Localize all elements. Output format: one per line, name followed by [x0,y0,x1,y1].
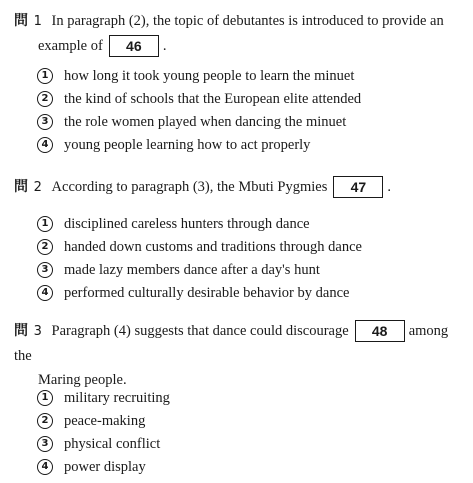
option-text: military recruiting [64,390,170,406]
circled-number-icon: 4 [37,137,53,153]
circled-number-icon: 2 [37,413,53,429]
answer-blank-box: 47 [333,176,383,198]
question-stem-continued [14,34,463,58]
circled-number-icon: 2 [37,239,53,255]
question-label: 問 [14,323,28,339]
question-3 [14,319,463,392]
option-item[interactable] [37,259,463,282]
circled-number-icon: 1 [37,68,53,84]
answer-blank-box: 48 [355,320,405,342]
circled-number-icon: 4 [37,459,53,475]
question-1 [14,9,463,58]
circled-number-icon: 1 [37,390,53,406]
option-text: disciplined careless hunters through dance [64,216,310,232]
circled-number-icon: 2 [37,91,53,107]
option-text: power display [64,459,146,475]
circled-number-icon: 1 [37,216,53,232]
option-item[interactable] [37,213,463,236]
option-text: handed down customs and traditions through dance [64,239,362,255]
question-stem-end: . [162,38,167,54]
circled-number-icon: 3 [37,114,53,130]
question-stem-end: . [387,179,391,195]
option-item[interactable] [37,456,463,479]
question-stem-end: among the [14,323,449,364]
question-2 [14,175,463,200]
answer-blank-box: 46 [109,35,159,57]
option-item[interactable] [37,387,463,410]
option-text: young people learning how to act properly [64,137,311,153]
option-item[interactable] [37,433,463,456]
option-item[interactable] [37,65,463,88]
circled-number-icon: 3 [37,262,53,278]
option-text: the role women played when dancing the minuet [64,114,347,130]
question-number: 3 [33,324,42,339]
option-item[interactable] [37,88,463,111]
question-number: 2 [33,180,42,195]
question-label: 問 [14,13,28,29]
option-item[interactable] [37,282,463,305]
options-list-1 [37,65,463,157]
option-text: how long it took young people to learn the minuet [64,68,355,84]
question-stem: Paragraph (4) suggests that dance could discourage [51,323,349,339]
circled-number-icon: 3 [37,436,53,452]
option-text: performed culturally desirable behavior by dance [64,285,350,301]
options-list-2 [37,213,463,305]
question-number: 1 [33,14,42,29]
circled-number-icon: 4 [37,285,53,301]
option-item[interactable] [37,134,463,157]
option-text: peace-making [64,413,146,429]
question-stem-line2: example of [38,38,103,54]
option-item[interactable] [37,410,463,433]
question-stem-line2: Maring people. [38,372,127,388]
option-text: made lazy members dance after a day's hunt [64,262,320,278]
question-stem: According to paragraph (3), the Mbuti Pygmies [51,179,328,195]
option-item[interactable] [37,236,463,259]
question-label: 問 [14,179,28,195]
option-item[interactable] [37,111,463,134]
options-list-3 [37,387,463,479]
option-text: physical conflict [64,436,161,452]
question-stem: In paragraph (2), the topic of debutantes is introduced to provide an [51,13,444,29]
option-text: the kind of schools that the European elite attended [64,91,362,107]
